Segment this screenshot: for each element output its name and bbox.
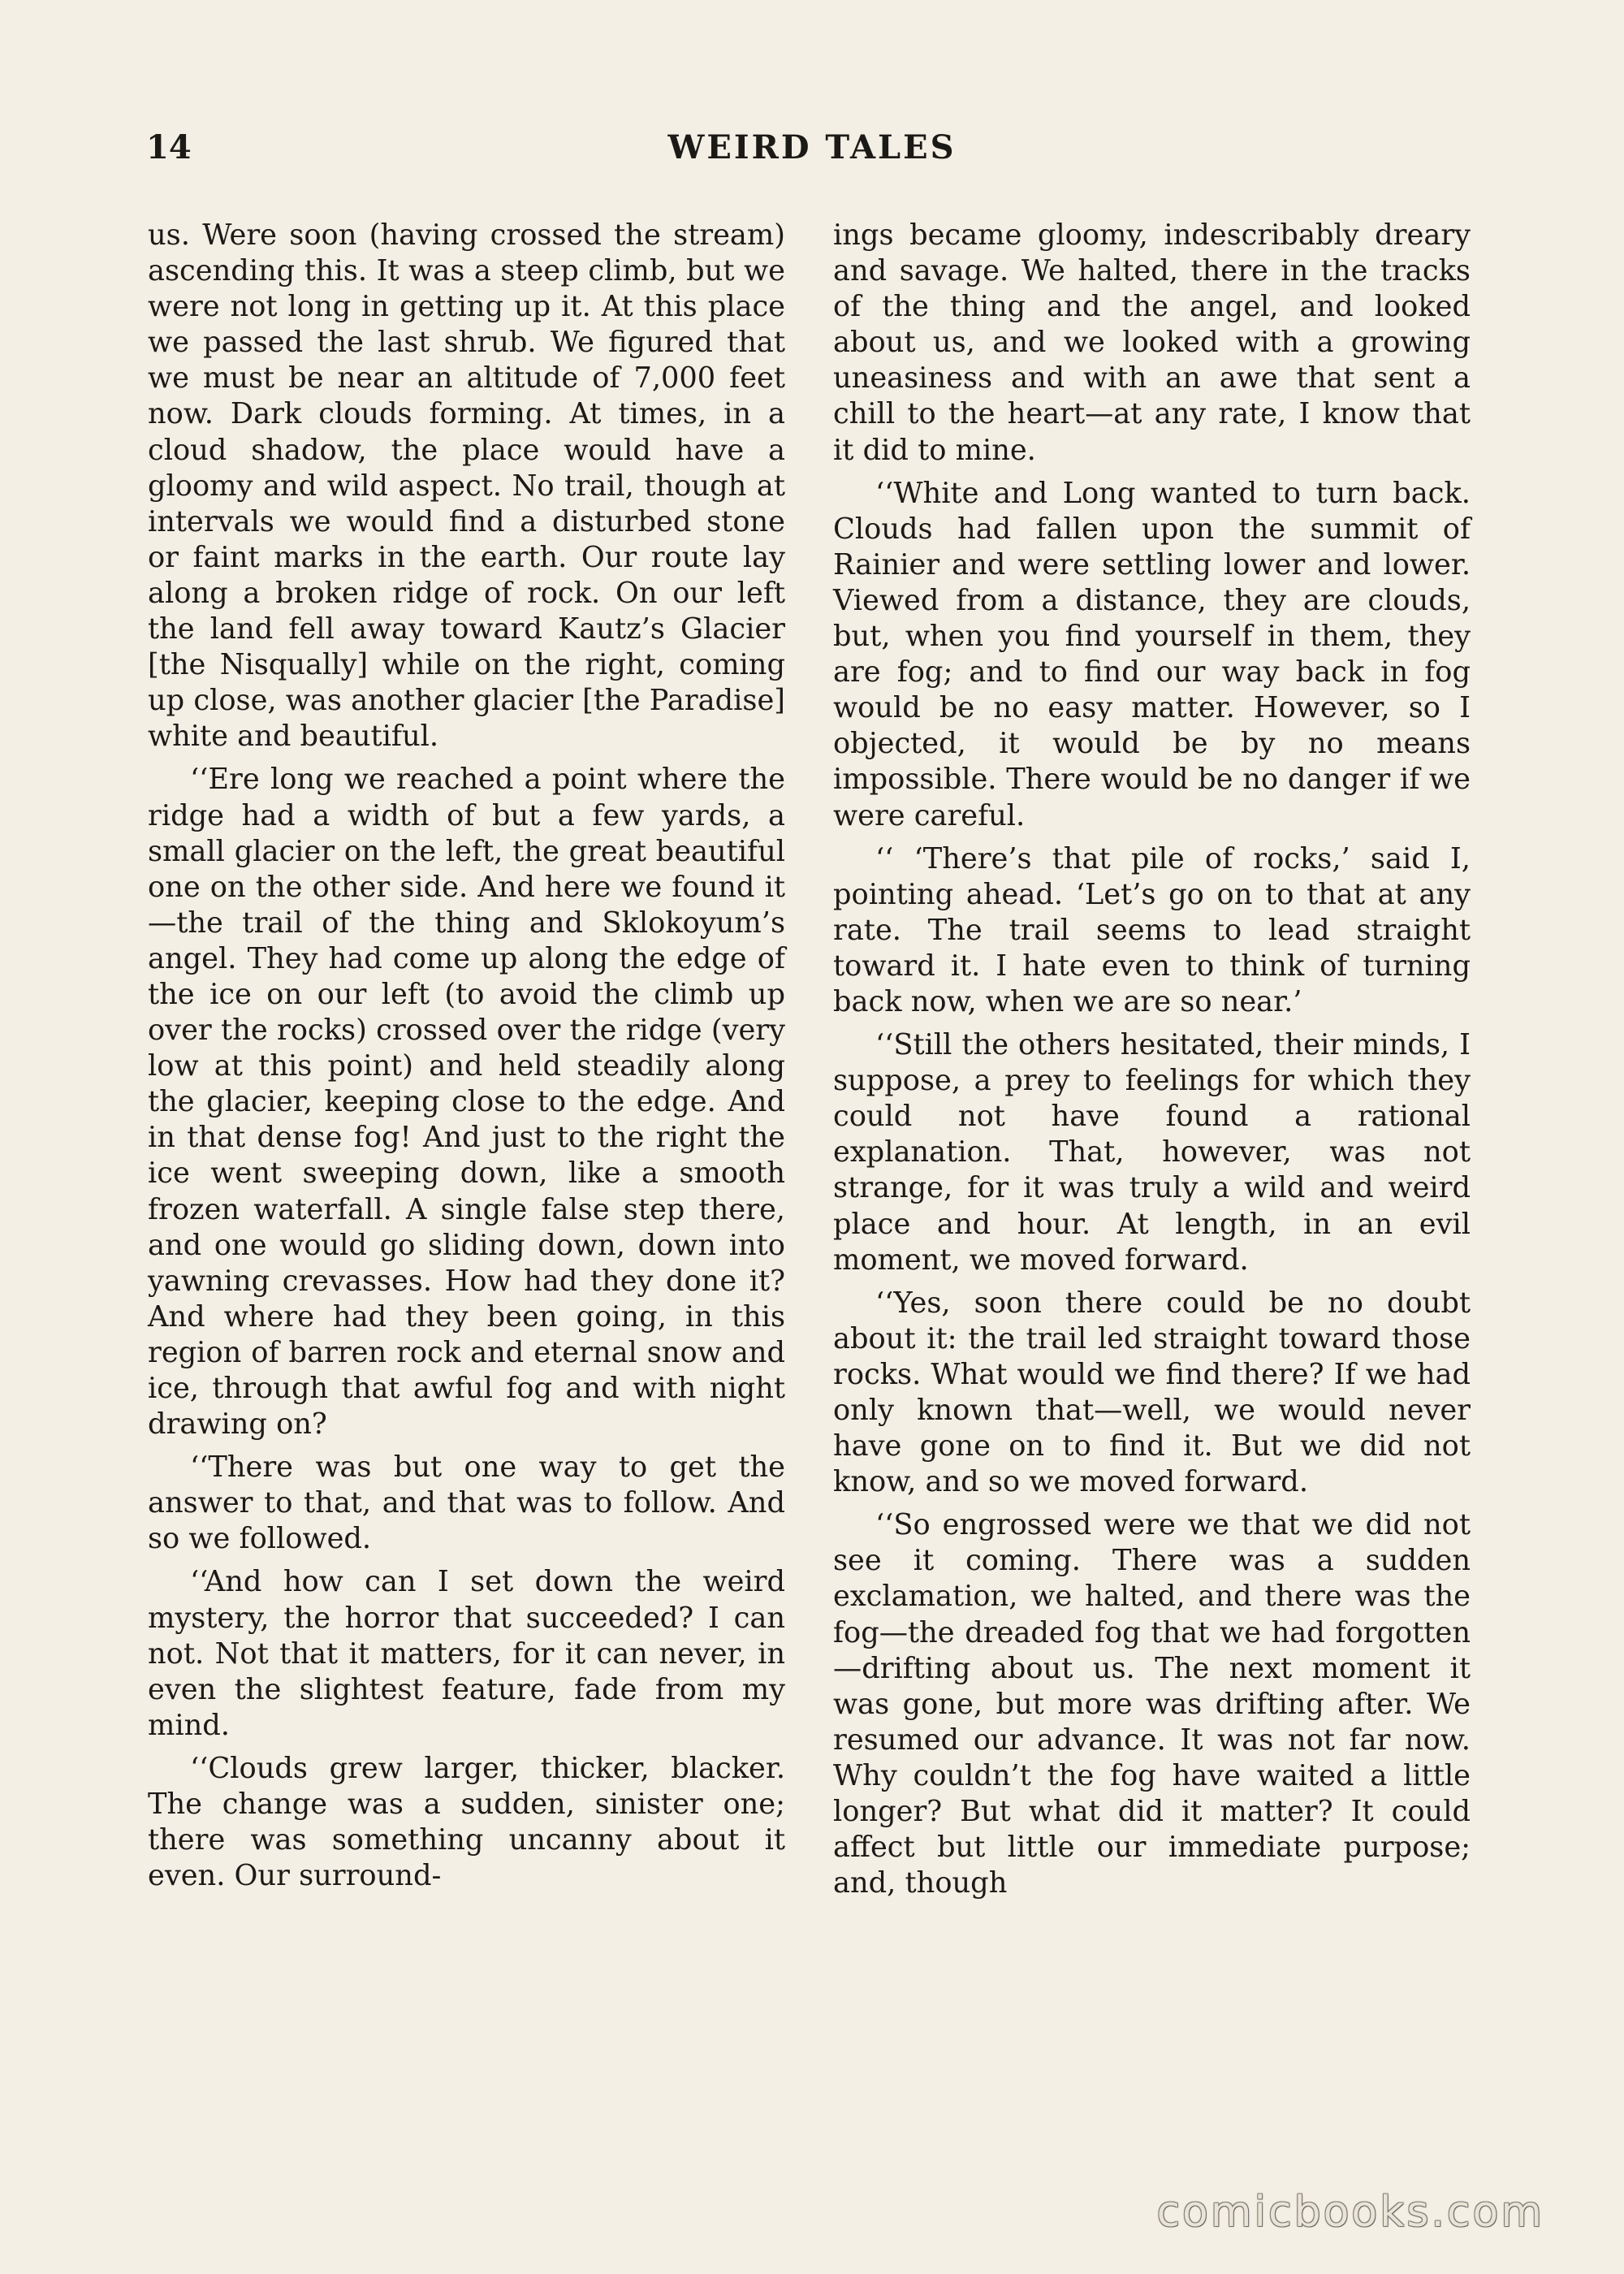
paragraph: ings became gloomy, indescribably dreary and savage. We halted, there in the tracks of the thing and the angel, and looked about us, and we looked with a growing uneasiness and with an awe that sent a chill to the heart—at any rate, I know that it did to mine. [833,218,1471,467]
page-number: 14 [146,128,192,166]
paragraph: ‘‘And how can I set down the weird mystery, the horror that succeeded? I can not. Not that it matters, for it can never, in even the slightest feature, fade from my mind. [148,1565,785,1742]
paragraph: ‘‘Yes, soon there could be no doubt about it: the trail led straight toward those rocks. What would we find there? If we had only known that—well, we would never have gone on to find it. But we did not know, and so we moved forward. [833,1286,1471,1499]
paragraph: ‘‘Clouds grew larger, thicker, blacker. The change was a sudden, sinister one; there was something uncanny about it even. Our surround- [148,1751,785,1893]
paragraph: us. Were soon (having crossed the stream) ascending this. It was a steep climb, but we were not long in getting up it. At this place we passed the last shrub. We figured that we must be near an altitude of 7,000 feet now. Dark clouds forming. At times, in a cloud shadow, the place would have a gloomy and wild aspect. No trail, though at intervals we would find a disturbed stone or faint marks in the earth. Our route lay along a broken ridge of rock. On our left the land fell away toward Kautz’s Glacier [the Nisqually] while on the right, coming up close, was another glacier [the Paradise] white and beautiful. [148,218,785,754]
paragraph: ‘‘White and Long wanted to turn back. Clouds had fallen upon the summit of Rainier and were settling lower and lower. Viewed from a distance, they are clouds, but, when you find yourself in them, they are fog; and to find our way back in fog would be no easy matter. However, so I objected, it would be by no means impossible. There would be no danger if we were careful. [833,476,1471,832]
paragraph: ‘‘There was but one way to get the answer to that, and that was to follow. And so we followed. [148,1450,785,1556]
magazine-title: WEIRD TALES [667,128,957,166]
paragraph: ‘‘So engrossed were we that we did not see it coming. There was a sudden exclamation, we halted, and there was the fog—the dreaded fog that we had forgotten—drifting about us. The next moment it was gone, but more was drifting after. We resumed our advance. It was not far now. Why couldn’t the fog have waited a little longer? But what did it matter? It could affect but little our immediate purpose; and, though [833,1508,1471,1900]
right-column [833,218,1471,1909]
paragraph: ‘‘ ‘There’s that pile of rocks,’ said I, pointing ahead. ‘Let’s go on to that at any rate. The trail seems to lead straight toward it. I hate even to think of turning back now, when we are so near.’ [833,841,1471,1018]
left-column [148,218,785,1901]
paragraph: ‘‘Still the others hesitated, their minds, I suppose, a prey to feelings for which they could not have found a rational explanation. That, however, was not strange, for it was truly a wild and weird place and hour. At length, in an evil moment, we moved forward. [833,1028,1471,1277]
paragraph: ‘‘Ere long we reached a point where the ridge had a width of but a few yards, a small glacier on the left, the great beautiful one on the other side. And here we found it—the trail of the thing and Sklokoyum’s angel. They had come up along the edge of the ice on our left (to avoid the climb up over the rocks) crossed over the ridge (very low at this point) and held steadily along the glacier, keeping close to the edge. And in that dense fog! And just to the right the ice went sweeping down, like a smooth frozen waterfall. A single false step there, and one would go sliding down, down into yawning crevasses. How had they done it? And where had they been going, in this region of barren rock and eternal snow and ice, through that awful fog and with night drawing on? [148,763,785,1442]
source-watermark: comicbooks.com [1156,2188,1544,2237]
page-header [146,128,1478,177]
